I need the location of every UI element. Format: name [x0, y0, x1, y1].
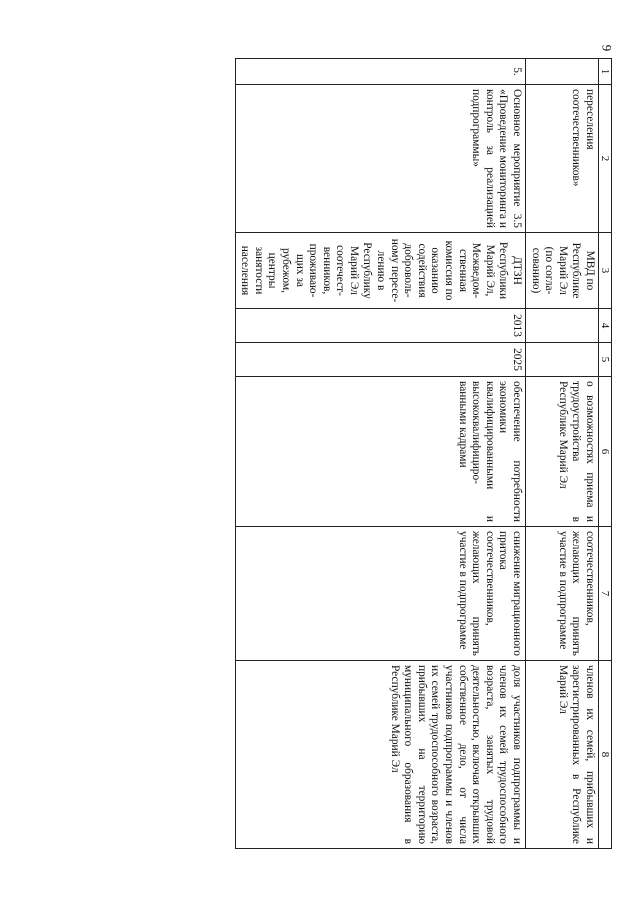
event-name: переселения соотечественников» [526, 85, 599, 233]
header-row [599, 59, 612, 849]
row-number: 5. [235, 59, 525, 85]
responsible-executor: ДТЗН Республики Марий Эл, Межведом-ственная комиссия по оказанию содействия доброволь-ному пересе-лению в Республику Марий Эл соотечест-венников, проживаю-щих за рубежом, центры занятости населения [235, 233, 525, 309]
start-year: 2013 [235, 309, 525, 343]
program-table [235, 58, 612, 849]
column-header-5: 5 [599, 343, 612, 377]
page-number: 9 [599, 44, 615, 52]
rotated-table-sheet [77, 58, 612, 848]
column-header-6: 6 [599, 377, 612, 527]
start-year [526, 309, 599, 343]
column-header-7: 7 [599, 527, 612, 661]
responsible-executor: МВД по Республике Марий Эл (по согла-сованию) [526, 233, 599, 309]
end-year [526, 343, 599, 377]
consequences-text: соотечественников, желающих принять участие в подпрограмме [526, 527, 599, 661]
indicator-link: членов их семей, прибывших и зарегистрированных в Республике Марий Эл [526, 661, 599, 849]
column-header-8: 8 [599, 661, 612, 849]
end-year: 2025 [235, 343, 525, 377]
indicator-link: доля участников подпрограммы и членов их семей трудоспособного возраста, занятых трудовой деятельностью, включая открывших собственное дело, от числа участников подпрограммы и членов их семей трудоспособного возраста, прибывших на территорию муниципального образования в Республике Марий Эл [235, 661, 525, 849]
event-name: Основное мероприятие 3.5 «Проведение мониторинга и контроль за реализацией подпрограммы» [235, 85, 525, 233]
row-number [526, 59, 599, 85]
column-header-3: 3 [599, 233, 612, 309]
expected-result: обеспечение потребности экономики квалифицированными и высококвалифициро-ванными кадрами [235, 377, 525, 527]
expected-result: о возможностях приема и трудоустройства в Республике Марий Эл [526, 377, 599, 527]
table-row [526, 59, 599, 849]
column-header-4: 4 [599, 309, 612, 343]
column-header-2: 2 [599, 85, 612, 233]
table-row [235, 59, 525, 849]
column-header-1: 1 [599, 59, 612, 85]
consequences-text: снижение миграционного притока соотечественников, желающих принять участие в подпрограмме [235, 527, 525, 661]
